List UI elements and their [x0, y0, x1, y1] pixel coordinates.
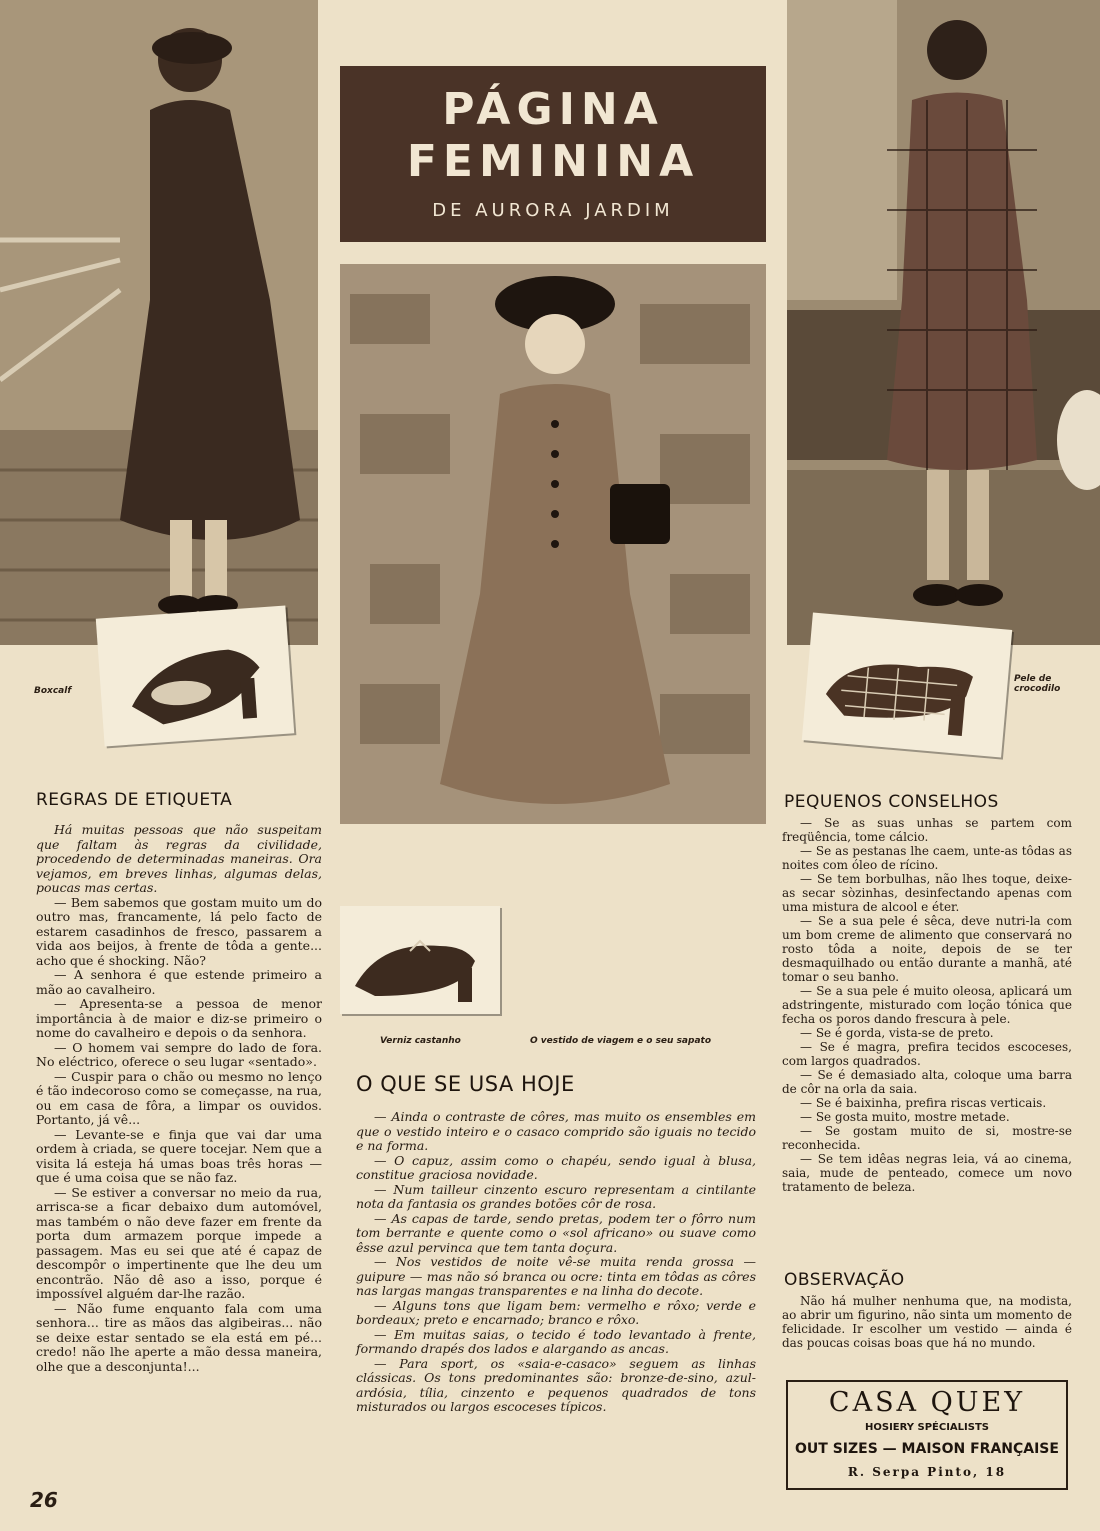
photo-center-illustration — [340, 264, 766, 824]
fashion-note: — As capas de tarde, sendo pretas, podem ter o fôrro num tom berrante e quente como o «sol africano» ou suave como êsse azul pervinca que tem tanta doçura. — [356, 1210, 756, 1255]
advice-item: — Se as pestanas lhe caem, unte-as tôdas as noites com óleo de rícino. — [782, 844, 1072, 872]
shoe-illustration-patent — [340, 906, 500, 1014]
photo-right-woman-plaid — [787, 0, 1100, 645]
photo-center-travel-dress — [340, 264, 766, 824]
fashion-note: — Nos vestidos de noite vê-se muita renda grossa — guipure — mas não só branca ou ocre: tinta em tôdas as côres nas largas mangas transparentes e na linha do decote. — [356, 1254, 756, 1298]
article-what-is-worn — [356, 1110, 756, 1415]
advice-item: — Se é gorda, vista-se de preto. — [800, 1026, 994, 1040]
shoe-illustration-crocodile — [802, 613, 1012, 758]
article-etiquette — [36, 823, 322, 1374]
advice-item: — Se é magra, prefira tecidos escoceses, com largos quadrados. — [782, 1040, 1072, 1068]
photo-left-illustration — [0, 0, 318, 645]
page-header — [340, 66, 766, 242]
advice-item: — Se é baixinha, prefira riscas verticais. — [800, 1096, 1047, 1110]
advice-item: — Se gosta muito, mostre metade. — [800, 1110, 1010, 1124]
advert-address: R. Serpa Pinto, 18 — [847, 1465, 1007, 1479]
etiquette-intro: Há muitas pessoas que não suspeitam que faltam às regras da civilidade, procedendo de determinadas maneiras. Ora vejamos, em breves linhas, algumas delas, poucas mas certas. — [36, 822, 322, 895]
article-observation — [782, 1294, 1072, 1350]
caption-boxcalf: Boxcalf — [34, 686, 72, 696]
page-title-line2: FEMININA — [406, 136, 700, 187]
etiquette-rule: — Se estiver a conversar no meio da rua, arrisca-se a ficar debaixo dum automóvel, mas também o não deve fazer em frente da porta dum armazem porque impede a passagem. Mas eu sei que até é capaz de descompôr o impertinente que lhe deu um encontrão. Não dê aso a isso, porque é impossível alguém dar-lhe razão. — [36, 1184, 322, 1301]
advice-item: — Se é demasiado alta, coloque uma barra de côr na orla da saia. — [782, 1068, 1072, 1096]
shoe-illustration-boxcalf — [96, 606, 294, 747]
fashion-note: — Para sport, os «saia-e-casaco» seguem as linhas clássicas. Os tons predominantes são: bronze-de-sino, azul-ardósia, tília, cinzento e pequenos quadrados de tons misturados ou largos escoceses típicos. — [356, 1355, 756, 1414]
page-number: 26 — [30, 1488, 58, 1512]
advice-item: — Se a sua pele é muito oleosa, aplicará um adstringente, misturado com loção tónica que fecha os poros dando frescura à pele. — [782, 984, 1072, 1026]
heading-etiquette: REGRAS DE ETIQUETA — [36, 790, 233, 810]
advice-item: — Se a sua pele é sêca, deve nutri-la com um bom creme de alimento que conservará no rosto tôda a noite, depois de se ter desmaquilhado ou então durante a manhã, até tomar o seu banho. — [782, 914, 1072, 984]
fashion-note: — Alguns tons que ligam bem: vermelho e rôxo; verde e bordeaux; preto e encarnado; branco e rôxo. — [356, 1297, 756, 1327]
heading-what-is-worn: O QUE SE USA HOJE — [356, 1072, 575, 1096]
etiquette-rule: — O homem vai sempre do lado de fora. No eléctrico, oferece o seu lugar «sentado». — [36, 1039, 322, 1069]
shoe-patent-icon — [340, 906, 500, 1014]
etiquette-rule: — Apresenta-se a pessoa de menor importância à de maior e diz-se primeiro o nome do cavalheiro e depois o da senhora. — [36, 996, 322, 1040]
caption-patent-leather: Verniz castanho — [380, 1036, 461, 1046]
article-small-advice — [782, 816, 1072, 1194]
heading-small-advice: PEQUENOS CONSELHOS — [784, 792, 999, 812]
advert-tagline: HOSIERY SPÉCIALISTS — [865, 1422, 989, 1433]
shoe-crocodile-icon — [802, 613, 1012, 758]
caption-crocodile: Pele de crocodilo — [1014, 674, 1061, 694]
etiquette-rule: — A senhora é que estende primeiro a mão ao cavalheiro. — [36, 967, 322, 997]
etiquette-rule: — Não fume enquanto fala com uma senhora... tire as mãos das algibeiras... não se deixe estar sentado se ela está em pé... credo! não lhe aperte a mão dessa maneira, olhe que a desconjunta!... — [36, 1300, 322, 1374]
advice-item: — Se gostam muito de si, mostre-se reconhecida. — [782, 1124, 1072, 1152]
fashion-note: — Num tailleur cinzento escuro representam a cintilante nota da fantasia os grandes botões côr de rosa. — [356, 1181, 756, 1211]
etiquette-rule: — Bem sabemos que gostam muito um do outro mas, francamente, lá pelo facto de estarem casadinhos de fresco, passarem a vida aos beijos, à frente de tôda a gente... acho que é shocking. Não? — [36, 894, 322, 968]
heading-observation: OBSERVAÇÃO — [784, 1270, 905, 1290]
fashion-note: — Em muitas saias, o tecido é todo levantado à frente, formando drapés dos lados e alargando as ancas. — [356, 1326, 756, 1356]
advice-item: — Se tem idêas negras leia, vá ao cinema, saia, mude de penteado, comece um novo tratamento de beleza. — [782, 1152, 1072, 1194]
etiquette-rule: — Cuspir para o chão ou mesmo no lenço é tão indecoroso como se começasse, na rua, ou em casa de fôra, a limpar os ouvidos. Portanto, já vê... — [36, 1068, 322, 1127]
advice-item: — Se as suas unhas se partem com freqüência, tome cálcio. — [782, 816, 1072, 844]
page-byline: DE AURORA JARDIM — [432, 200, 674, 221]
observation-text: Não há mulher nenhuma que, na modista, ao abrir um figurino, não sinta um momento de felicidade. Ir escolher um vestido — ainda é das poucas coisas boas que há no mundo. — [782, 1294, 1072, 1350]
photo-right-illustration — [787, 0, 1100, 645]
caption-travel-dress: O vestido de viagem e o seu sapato — [530, 1036, 712, 1046]
fashion-note: — Ainda o contraste de côres, mas muito os ensembles em que o vestido inteiro e o casaco comprido são iguais no tecido e na forma. — [356, 1109, 756, 1153]
etiquette-rule: — Levante-se e finja que vai dar uma ordem à criada, se quere tocejar. Nem que a visita lá esteja há umas boas três horas — que é uma coisa que se não faz. — [36, 1126, 322, 1185]
advice-item: — Se tem borbulhas, não lhes toque, deixe-as secar sòzinhas, desinfectando apenas com uma mistura de alcool e éter. — [782, 872, 1072, 914]
shoe-boxcalf-icon — [96, 606, 294, 747]
advert-casa-quey — [786, 1380, 1068, 1490]
page-title-line1: PÁGINA — [442, 84, 664, 135]
advert-name: CASA QUEY — [828, 1387, 1026, 1418]
fashion-note: — O capuz, assim como o chapéu, sendo igual à blusa, constitue graciosa novidade. — [356, 1152, 756, 1182]
photo-left-woman-coat — [0, 0, 318, 645]
advert-sizes: OUT SIZES — MAISON FRANÇAISE — [795, 1441, 1059, 1457]
